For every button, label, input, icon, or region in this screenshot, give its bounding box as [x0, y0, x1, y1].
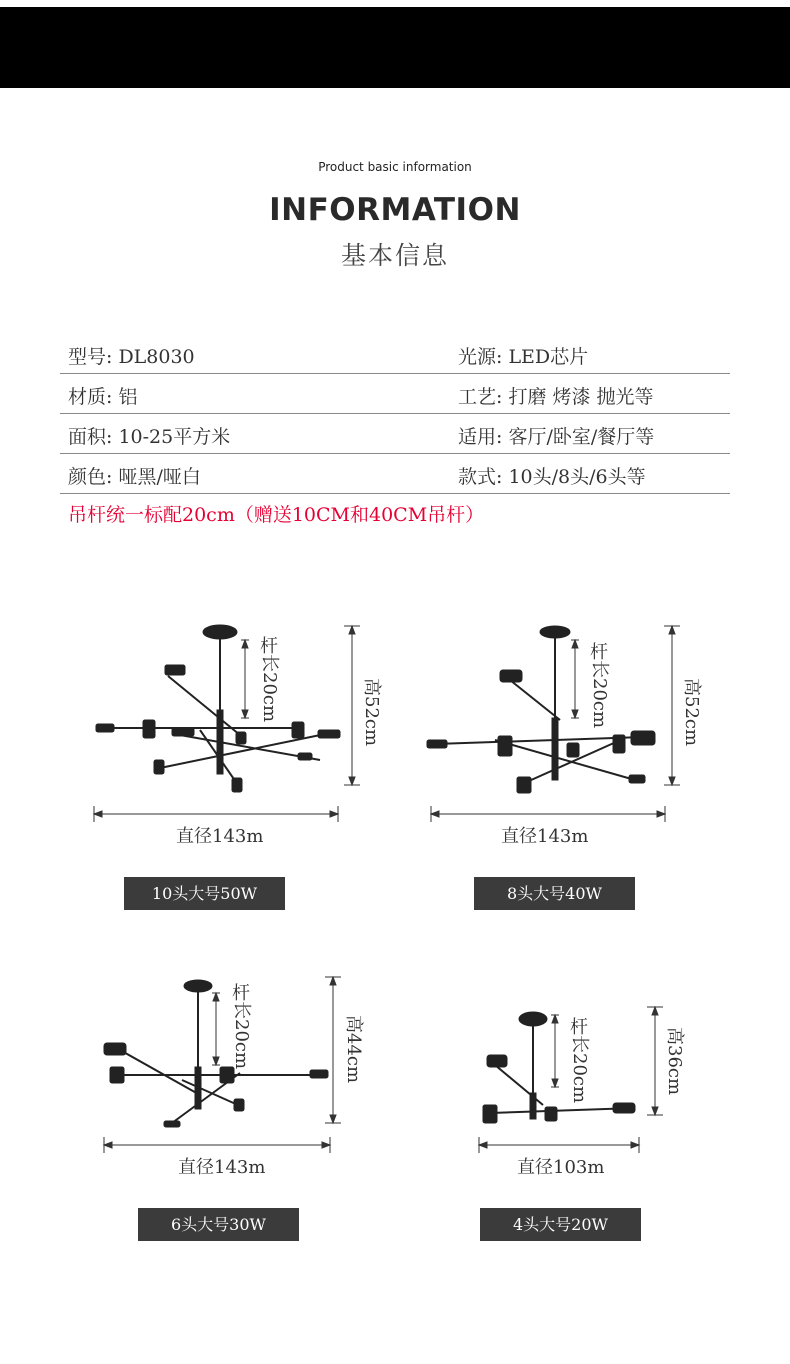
rod-note: 吊杆统一标配20cm（赠送10CM和40CM吊杆）: [68, 504, 485, 526]
product-figure-8-head: [395, 600, 790, 920]
diameter-label: 直径143m: [178, 1157, 266, 1178]
diameter-label: 直径103m: [517, 1157, 605, 1178]
section-title-chinese: 基本信息: [340, 241, 449, 270]
section-title: INFORMATION: [269, 192, 521, 228]
spec-color: 颜色: 哑黑/哑白: [68, 466, 201, 488]
rod-length-label: 长20cm: [589, 660, 610, 729]
model-label: 10头大号50W: [124, 877, 285, 910]
model-label: 8头大号40W: [474, 877, 635, 910]
rod-length-label-head: 杆: [232, 983, 250, 1004]
rod-length-label-head: 杆: [260, 636, 278, 657]
model-label: 4头大号20W: [480, 1208, 641, 1241]
spec-table: [60, 334, 730, 494]
rod-length-label-head: 杆: [570, 1017, 588, 1038]
spec-material: 材质: 铝: [68, 386, 138, 408]
section-subtitle: Product basic information: [318, 160, 472, 174]
height-label: 高36cm: [664, 1027, 685, 1096]
spec-style: 款式: 10头/8头/6头等: [458, 466, 646, 488]
rod-length-label-head: 杆: [590, 642, 608, 663]
spec-area: 面积: 10-25平方米: [68, 426, 231, 448]
rod-length-label: 长20cm: [231, 1001, 252, 1070]
spec-usage: 适用: 客厅/卧室/餐厅等: [458, 426, 655, 448]
model-label: 6头大号30W: [138, 1208, 299, 1241]
spec-craft: 工艺: 打磨 烤漆 抛光等: [458, 386, 654, 408]
product-figure-10-head: [0, 600, 395, 920]
rod-length-label: 长20cm: [569, 1035, 590, 1104]
chandelier-10-head-icon: [0, 600, 395, 920]
spec-row: [60, 334, 730, 374]
diameter-label: 直径143m: [176, 826, 264, 847]
height-label: 高52cm: [361, 678, 382, 747]
height-label: 高52cm: [681, 678, 702, 747]
diameter-label: 直径143m: [501, 826, 589, 847]
product-figure-6-head: [0, 955, 395, 1255]
spec-model: 型号: DL8030: [68, 346, 195, 368]
spec-row: [60, 374, 730, 414]
rod-length-label: 长20cm: [259, 654, 280, 723]
spec-row: [60, 454, 730, 494]
product-figure-4-head: [395, 955, 790, 1255]
height-label: 高44cm: [343, 1015, 364, 1084]
spec-light-source: 光源: LED芯片: [458, 346, 589, 368]
top-banner: [0, 7, 790, 88]
spec-row: [60, 414, 730, 454]
